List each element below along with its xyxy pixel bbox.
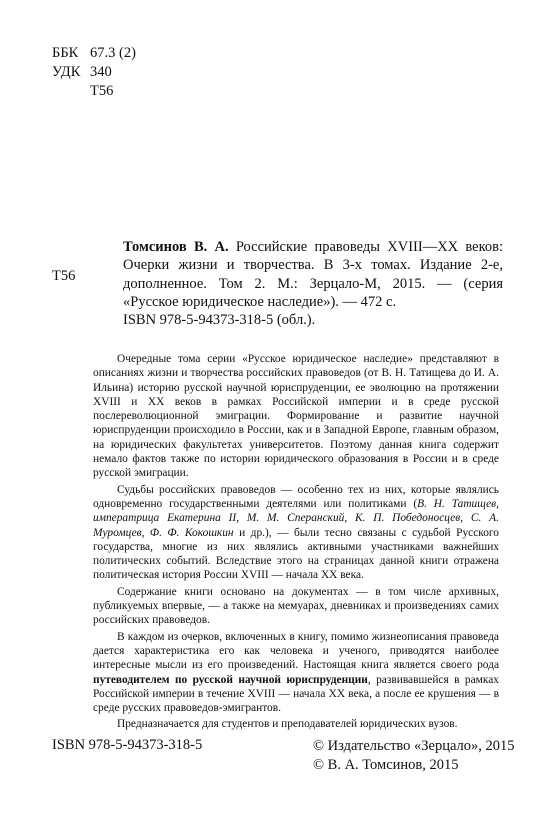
author-name: Томсинов В. А. [123, 239, 229, 255]
udk-label: УДК [52, 64, 81, 80]
author-code: Т56 [90, 83, 114, 99]
classification-block [52, 44, 136, 101]
annotation [93, 352, 499, 734]
copyright-author: © В. А. Томсинов, 2015 [313, 756, 459, 773]
annotation-p4-start: В каждом из очерков, включенных в книгу, помимо жизнеописания правоведа дается характеристика его как человека и ученого, приводятся наиболее интересные мысли из его произведений. Настоящая книга является своего рода [93, 630, 499, 672]
annotation-paragraph-3: Содержание книги основано на документах — в том числе архивных, публикуемых впервые, — а также на мемуарах, дневниках и произведениях самих российских правоведов. [93, 585, 499, 627]
bbk-row [52, 44, 136, 63]
annotation-p2-names: В. Н. Татищев, императрица Екатерина II, М. М. Сперанский, К. П. Победоносцев, С. А. Муромцев, Ф. Ф. Кокошкин [93, 497, 499, 539]
author-code-row [52, 82, 136, 101]
annotation-p2-start: Судьбы российских правоведов — особенно тех из них, которые являлись одновременно государственными деятелями или политиками ( [93, 483, 499, 510]
annotation-paragraph-4 [93, 630, 499, 716]
udk-value: 340 [90, 64, 112, 80]
annotation-p4-emphasis: путеводителем по русской научной юриспруденции [93, 673, 368, 686]
bibliographic-isbn: ISBN 978-5-94373-318-5 (обл.). [123, 312, 316, 329]
bbk-value: 67.3 (2) [90, 45, 136, 61]
annotation-p2-end: и др.), — были тесно связаны с судьбой Русского государства, многие из них являлись активными участниками важнейших политических событий. Вследствие этого на страницах данной книги отражена политическая история России XVIII — начала XX века. [93, 526, 499, 582]
bbk-label: ББК [52, 45, 79, 61]
copyright-publisher: © Издательство «Зерцало», 2015 [313, 738, 515, 754]
side-author-code: Т56 [52, 268, 76, 284]
annotation-paragraph-2 [93, 483, 499, 583]
annotation-paragraph-1: Очередные тома серии «Русское юридическое наследие» представляют в описаниях жизни и творчества российских правоведов (от В. Н. Татищева до И. А. Ильина) историю русской научной юриспруденции, ее эволюцию на протяжении XVIII и XX веков в рамках Российской империи и в среде русской послереволюционной эмиграции. Формирование и развитие научной юриспруденции происходило в России, как и в Западной Европе, главным образом, на юридических факультетах университетов. Поэтому данная книга содержит немало фактов также по истории юридического образования в России и в среде русской эмиграции. [93, 353, 499, 480]
annotation-paragraph-5: Предназначается для студентов и преподавателей юридических вузов. [117, 718, 458, 731]
udk-row [52, 63, 136, 82]
title-description: Российские правоведы XVIII—XX веков: Очерки жизни и творчества. В 3-х томах. Издание 2-е, дополненное. Том 2. М.: Зерцало-М, 2015. — (серия «Русское юридическое наследие»). — 472 с. [123, 239, 503, 310]
footer-isbn: ISBN 978-5-94373-318-5 [52, 737, 203, 753]
bibliographic-description [123, 238, 503, 311]
annotation-p4-end: , развивавшейся в рамках Российской империи в течение XVIII — начала XX века, а после ее крушения — в среде русских правоведов-эмигрантов. [93, 673, 499, 715]
bibliographic-record [123, 238, 503, 329]
copyright-block [313, 737, 515, 774]
